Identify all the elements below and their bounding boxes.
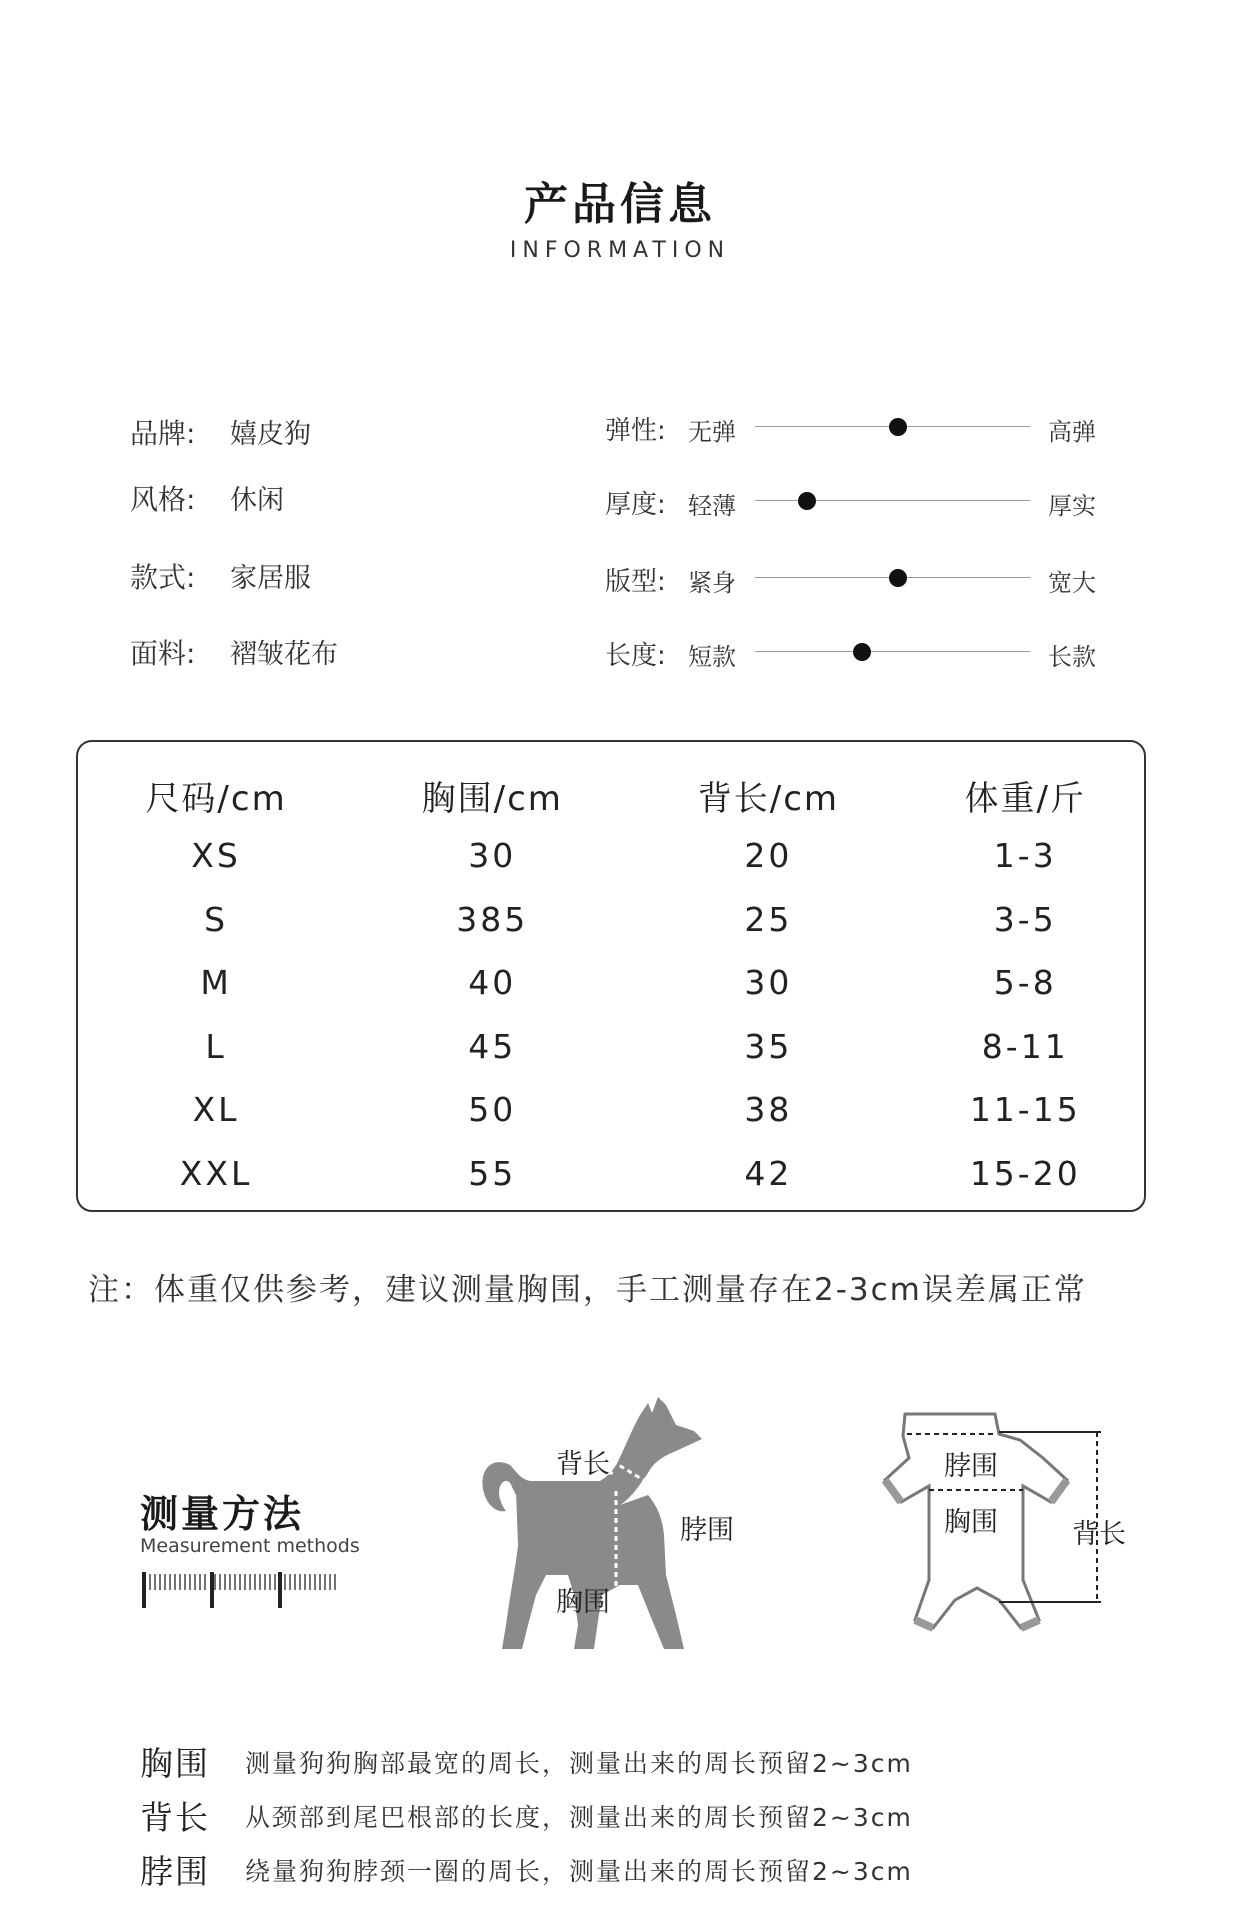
slider-high-label: 高弹 — [1048, 418, 1096, 446]
table-cell: XL — [192, 1090, 240, 1130]
slider-low-label: 无弹 — [688, 418, 736, 446]
dog-label-chest: 胸围 — [556, 1587, 610, 1618]
dog-label-neck: 脖围 — [680, 1515, 734, 1546]
attr-key: 品牌: — [130, 417, 196, 450]
page-title: 产品信息 — [524, 179, 716, 230]
table-cell: 385 — [456, 899, 529, 939]
attr-key: 风格: — [130, 483, 196, 516]
attr-value: 家居服 — [230, 563, 311, 594]
attr-key: 面料: — [130, 637, 196, 670]
column-header: 背长/cm — [697, 778, 840, 819]
slider-low-label: 紧身 — [688, 569, 736, 597]
table-cell: 55 — [468, 1153, 517, 1193]
slider-track — [755, 577, 1030, 578]
slider-track — [755, 500, 1030, 501]
attr-value: 休闲 — [230, 485, 284, 516]
slider-marker — [889, 418, 907, 436]
measurement-subtitle: Measurement methods — [140, 1535, 360, 1557]
column-header: 尺码/cm — [145, 778, 287, 819]
ruler-icon — [140, 1570, 340, 1610]
table-cell: L — [205, 1026, 227, 1066]
desc-key: 脖围 — [140, 1852, 210, 1891]
column-header: 胸围/cm — [421, 778, 563, 819]
slider-track — [755, 651, 1030, 652]
slider-marker — [853, 643, 871, 661]
table-cell: 3-5 — [993, 899, 1057, 939]
table-row — [78, 1078, 1144, 1142]
garment-label-back: 背长 — [1072, 1519, 1126, 1550]
page-subtitle: INFORMATION — [509, 238, 731, 263]
attr-style — [130, 478, 284, 518]
table-cell: XS — [191, 836, 241, 876]
attr-fabric — [130, 632, 338, 672]
slider-track — [755, 426, 1030, 427]
table-row — [78, 888, 1144, 952]
table-cell: XXL — [179, 1153, 253, 1193]
slider-length — [605, 631, 1125, 671]
table-header-row — [78, 766, 1144, 824]
table-cell: 40 — [468, 963, 517, 1003]
slider-label: 厚度: — [605, 490, 666, 520]
attr-brand — [130, 412, 311, 452]
slider-label: 弹性: — [605, 416, 666, 446]
table-row — [78, 951, 1144, 1015]
garment-label-chest: 胸围 — [944, 1507, 998, 1538]
attr-value: 嬉皮狗 — [230, 419, 311, 450]
attr-type — [130, 556, 311, 596]
table-row — [78, 1015, 1144, 1079]
table-cell: 42 — [744, 1153, 793, 1193]
table-cell: 38 — [744, 1090, 793, 1130]
dog-label-back: 背长 — [556, 1449, 610, 1480]
table-cell: 25 — [744, 899, 793, 939]
size-note: 注：体重仅供参考，建议测量胸围，手工测量存在2-3cm误差属正常 — [88, 1272, 1087, 1308]
size-chart — [76, 740, 1146, 1212]
table-cell: 20 — [744, 836, 793, 876]
table-cell: 11-15 — [969, 1090, 1081, 1130]
table-cell: 5-8 — [993, 963, 1057, 1003]
table-row — [78, 824, 1144, 888]
table-cell: M — [200, 963, 232, 1003]
desc-value: 绕量狗狗脖颈一圈的周长，测量出来的周长预留2~3cm — [245, 1857, 913, 1886]
table-cell: 1-3 — [993, 836, 1057, 876]
slider-low-label: 轻薄 — [688, 492, 736, 520]
slider-marker — [798, 492, 816, 510]
table-row — [78, 1142, 1144, 1206]
slider-elasticity — [605, 406, 1125, 446]
measurement-title: 测量方法 — [140, 1492, 305, 1536]
table-cell: 15-20 — [969, 1153, 1081, 1193]
slider-thickness — [605, 480, 1125, 520]
column-header: 体重/斤 — [964, 778, 1086, 819]
desc-key: 背长 — [140, 1798, 210, 1837]
size-table — [78, 766, 1144, 1205]
slider-high-label: 长款 — [1048, 643, 1096, 671]
slider-label: 长度: — [605, 641, 666, 671]
table-cell: 30 — [744, 963, 793, 1003]
desc-chest — [140, 1738, 913, 1785]
desc-neck — [140, 1846, 913, 1893]
slider-low-label: 短款 — [688, 643, 736, 671]
garment-label-neck: 脖围 — [944, 1451, 998, 1482]
table-cell: 30 — [468, 836, 517, 876]
table-cell: 50 — [468, 1090, 517, 1130]
table-cell: S — [204, 899, 229, 939]
slider-label: 版型: — [605, 567, 666, 597]
desc-back — [140, 1792, 913, 1839]
slider-high-label: 厚实 — [1048, 492, 1096, 520]
slider-fit — [605, 557, 1125, 597]
desc-value: 从颈部到尾巴根部的长度，测量出来的周长预留2~3cm — [245, 1803, 913, 1832]
slider-marker — [889, 569, 907, 587]
table-cell: 35 — [744, 1026, 793, 1066]
desc-value: 测量狗狗胸部最宽的周长，测量出来的周长预留2~3cm — [245, 1749, 913, 1778]
table-cell: 8-11 — [981, 1026, 1069, 1066]
attr-value: 褶皱花布 — [230, 639, 338, 670]
attr-key: 款式: — [130, 561, 196, 594]
slider-high-label: 宽大 — [1048, 569, 1096, 597]
desc-key: 胸围 — [140, 1744, 210, 1783]
table-cell: 45 — [468, 1026, 517, 1066]
